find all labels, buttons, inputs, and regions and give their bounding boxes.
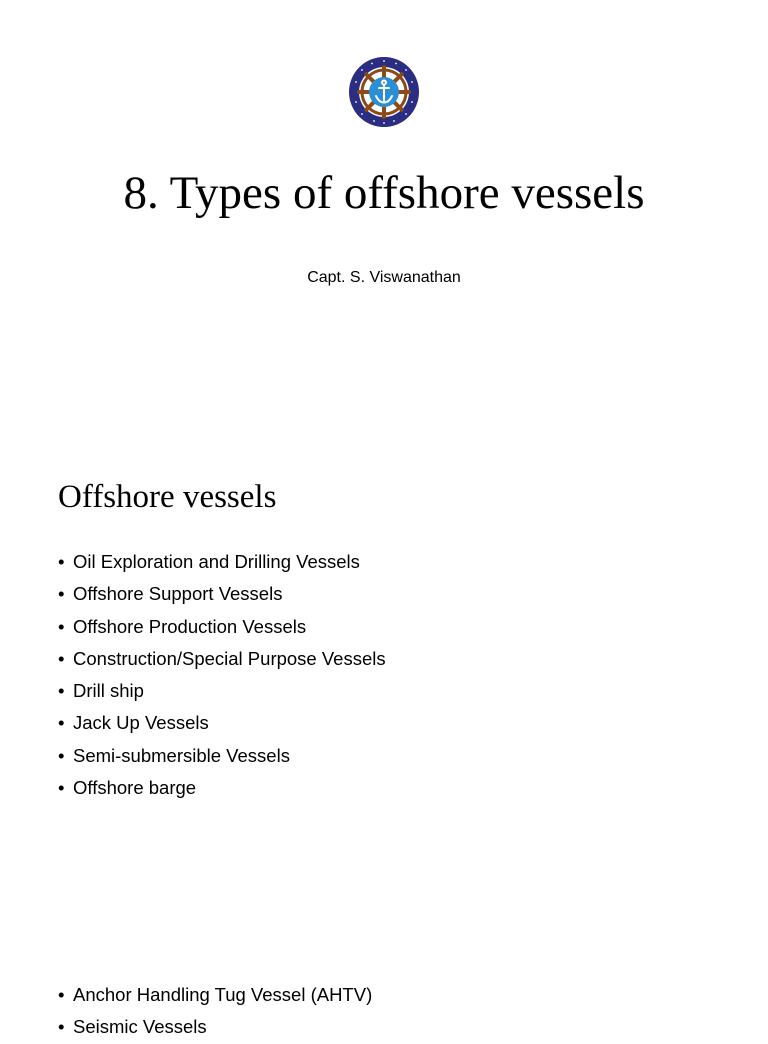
anchor-emblem-logo [348, 56, 420, 128]
vessel-types-list [58, 546, 386, 804]
list-item: • Anchor Handling Tug Vessel (AHTV) [58, 979, 372, 1011]
list-item: • Semi-submersible Vessels [58, 740, 386, 772]
list-item: • Offshore barge [58, 772, 386, 804]
list-item: • Seismic Vessels [58, 1011, 372, 1043]
list-item: • Offshore Production Vessels [58, 611, 386, 643]
slide-subtitle-author: Capt. S. Viswanathan [307, 269, 461, 286]
list-item: • Drill ship [58, 675, 386, 707]
section-heading: Offshore vessels [58, 479, 277, 515]
support-vessels-list [58, 979, 372, 1044]
list-item: • Jack Up Vessels [58, 707, 386, 739]
list-item: • Offshore Support Vessels [58, 578, 386, 610]
list-item: • Oil Exploration and Drilling Vessels [58, 546, 386, 578]
slide-title: 8. Types of offshore vessels [123, 167, 645, 219]
list-item: • Construction/Special Purpose Vessels [58, 643, 386, 675]
